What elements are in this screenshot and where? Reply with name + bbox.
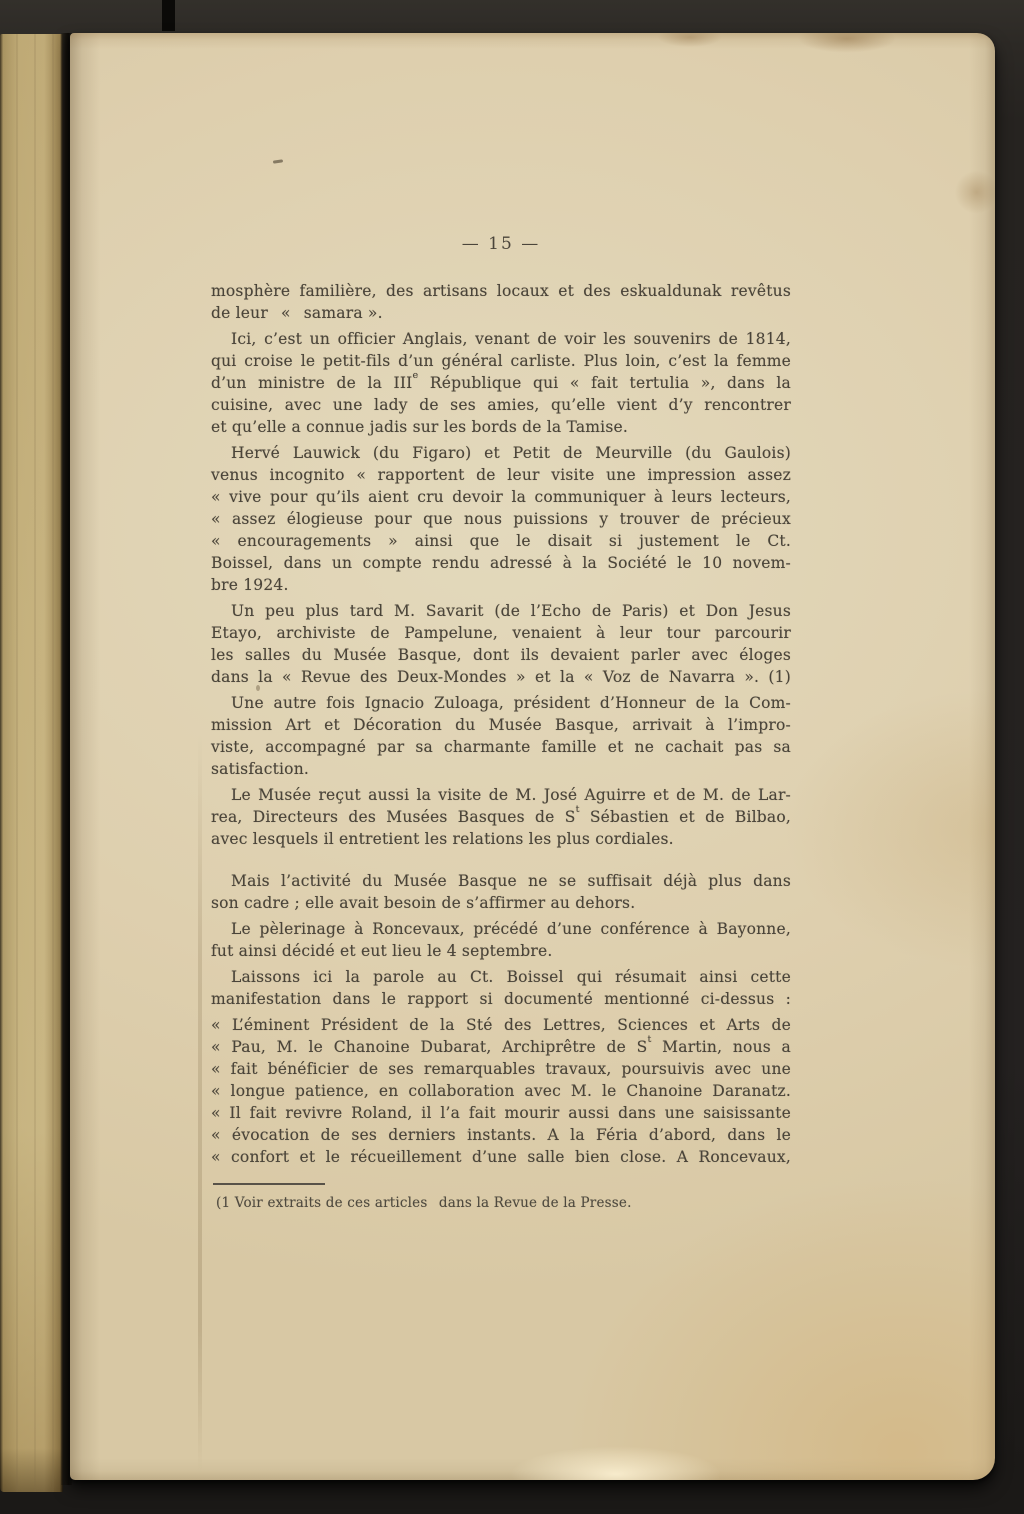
- text-line: et qu’elle a connue jadis sur les bords de la Tamise.: [211, 418, 628, 436]
- text-line: « assez élogieuse pour que nous puissions y trouver de précieux: [211, 510, 791, 528]
- paragraph: [211, 966, 791, 1010]
- text-line: Un peu plus tard M. Savarit (de l’Echo de Paris) et Don Jesus: [231, 602, 791, 620]
- text-line: « L’éminent Président de la Sté des Lettres, Sciences et Arts de: [211, 1016, 791, 1034]
- paragraph: [211, 784, 791, 850]
- text-line: Boissel, dans un compte rendu adressé à la Société le 10 novem-: [211, 554, 791, 572]
- text-line: « encouragements » ainsi que le disait si justement le Ct.: [211, 532, 791, 550]
- paragraph: [211, 870, 791, 914]
- text-flow: [211, 280, 791, 1212]
- paragraph: [211, 918, 791, 962]
- text-line: de leur « samara ».: [211, 304, 383, 322]
- page-number: — 15 —: [461, 234, 541, 254]
- footnote-rule: [213, 1183, 325, 1185]
- text-line: viste, accompagné par sa charmante famille et ne cachait pas sa: [211, 738, 791, 756]
- facing-pages-edge: [0, 34, 63, 1492]
- paper-speck: [273, 159, 283, 163]
- text-line: Laissons ici la parole au Ct. Boissel qui résumait ainsi cette: [231, 968, 791, 986]
- text-line: avec lesquels il entretient les relations les plus cordiales.: [211, 830, 674, 848]
- text-line: « évocation de ses derniers instants. A la Féria d’abord, dans le: [211, 1126, 791, 1144]
- text-line: Le pèlerinage à Roncevaux, précédé d’une conférence à Bayonne,: [231, 920, 791, 938]
- paragraph: [211, 442, 791, 596]
- text-line: dans la « Revue des Deux-Mondes » et la « Voz de Navarra ». (1): [211, 668, 791, 686]
- book-page: [70, 33, 995, 1480]
- text-line: rea, Directeurs des Musées Basques de $S^t$ Sébastien et de Bilbao,: [211, 804, 792, 826]
- text-line: venus incognito « rapportent de leur visite une impression assez: [211, 466, 791, 484]
- paper-crease: [198, 733, 202, 1473]
- text-line: d’un ministre de la IIIe République qui « fait tertulia », dans la: [211, 370, 791, 392]
- scan-edge-mark: [162, 0, 175, 31]
- text-line: qui croise le petit-fils d’un général carliste. Plus loin, c’est la femme: [211, 352, 791, 370]
- text-line: Hervé Lauwick (du Figaro) et Petit de Meurville (du Gaulois): [231, 444, 791, 462]
- text-line: « fait bénéficier de ses remarquables travaux, poursuivis avec une: [211, 1060, 791, 1078]
- text-line: Le Musée reçut aussi la visite de M. José Aguirre et de M. de Lar-: [231, 786, 791, 804]
- text-line: « vive pour qu’ils aient cru devoir la communiquer à leurs lecteurs,: [211, 488, 791, 506]
- text-line: Une autre fois Ignacio Zuloaga, président d’Honneur de la Com-: [231, 694, 791, 712]
- text-line: mosphère familière, des artisans locaux et des eskualdunak revêtus: [211, 282, 791, 300]
- text-line: Etayo, archiviste de Pampelune, venaient à leur tour parcourir: [211, 624, 791, 642]
- footnote-text: (1 Voir extraits de ces articles dans la Revue de la Presse.: [216, 1195, 632, 1211]
- paragraph: [211, 692, 791, 780]
- text-line: mission Art et Décoration du Musée Basque, arrivait à l’impro-: [211, 716, 791, 734]
- paragraph: [211, 600, 791, 688]
- text-line: « Pau, M. le Chanoine Dubarat, Archiprêtre de $S^t$ Martin, nous a: [211, 1034, 791, 1056]
- text-line: son cadre ; elle avait besoin de s’affirmer au dehors.: [211, 894, 636, 912]
- text-line: « longue patience, en collaboration avec M. le Chanoine Daranatz.: [211, 1082, 791, 1100]
- text-line: « Il fait revivre Roland, il l’a fait mourir aussi dans une saisissante: [211, 1104, 791, 1122]
- paragraph: [211, 1014, 791, 1168]
- text-line: satisfaction.: [211, 760, 310, 778]
- paragraph: [211, 280, 791, 324]
- footnote: [211, 1183, 791, 1212]
- text-line: Mais l’activité du Musée Basque ne se suffisait déjà plus dans: [231, 872, 791, 890]
- text-line: bre 1924.: [211, 576, 289, 594]
- text-line: manifestation dans le rapport si documenté mentionné ci-dessus :: [211, 990, 791, 1008]
- text-line: les salles du Musée Basque, dont ils devaient parler avec éloges: [211, 646, 791, 664]
- text-line: « confort et le récueillement d’une salle bien close. A Roncevaux,: [211, 1148, 791, 1166]
- paragraph: [211, 328, 791, 438]
- text-line: cuisine, avec une lady de ses amies, qu’elle vient d’y rencontrer: [211, 396, 791, 414]
- text-line: fut ainsi décidé et eut lieu le 4 septembre.: [211, 942, 553, 960]
- text-line: Ici, c’est un officier Anglais, venant de voir les souvenirs de 1814,: [231, 330, 791, 348]
